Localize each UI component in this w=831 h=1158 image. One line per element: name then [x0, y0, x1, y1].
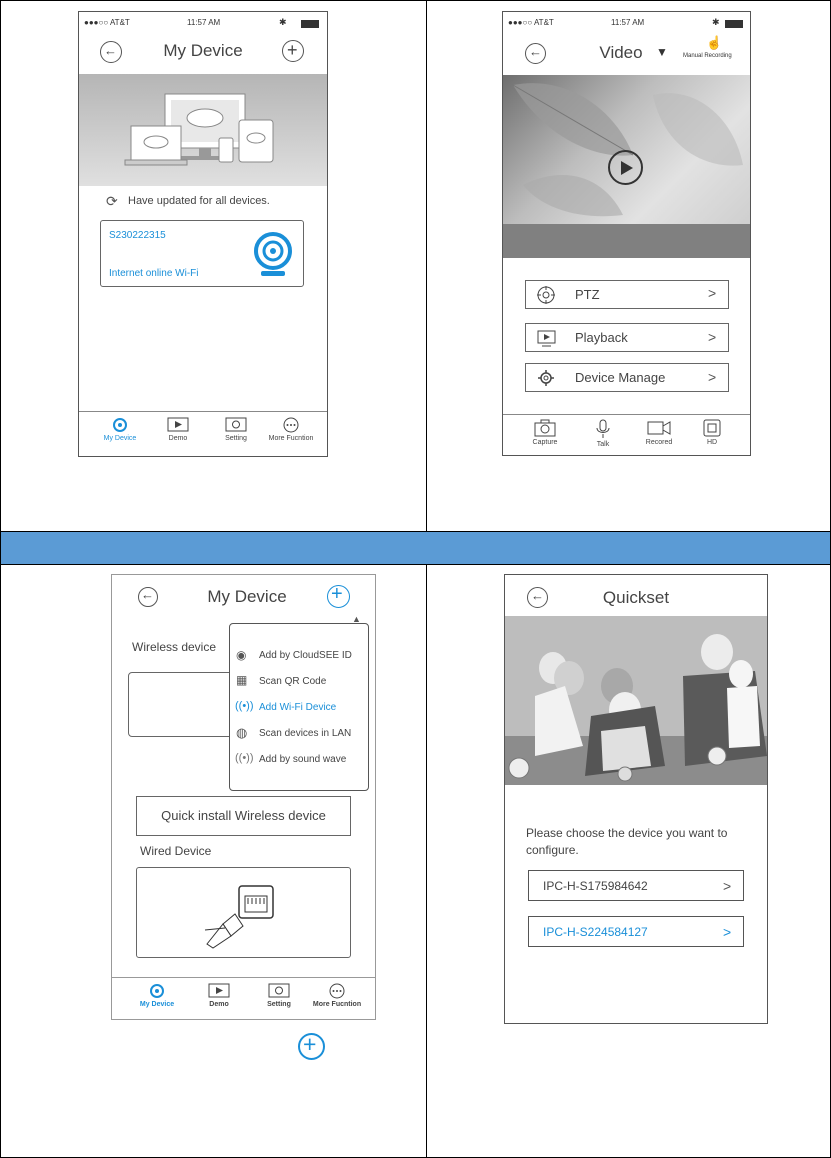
menu-item-sound-wave[interactable] — [230, 750, 367, 772]
tab-label: Recored — [645, 439, 673, 446]
more-tab-icon — [328, 983, 346, 999]
plus-icon: + — [303, 1031, 317, 1057]
status-time: 11:57 AM — [187, 18, 221, 27]
tab-label: More Fucntion — [268, 435, 314, 442]
gear-tab-icon — [268, 983, 290, 999]
device-option-2[interactable] — [528, 916, 744, 947]
plus-icon: + — [287, 40, 298, 60]
tab-bar — [112, 977, 375, 1019]
device-option-label: IPC-H-S175984642 — [543, 879, 648, 893]
tab-demo[interactable] — [151, 417, 205, 442]
bluetooth-icon: ✱ — [712, 17, 720, 27]
page-title: My Device — [163, 41, 243, 60]
quick-install-button[interactable] — [136, 796, 351, 836]
battery-icon — [725, 20, 743, 28]
tab-label: Capture — [532, 439, 558, 446]
manual-recording-button[interactable]: Manual Recording — [683, 53, 732, 59]
ptz-button[interactable] — [525, 280, 729, 309]
gear-icon — [537, 369, 555, 387]
add-button[interactable] — [282, 40, 304, 62]
bluetooth-icon: ✱ — [279, 17, 287, 27]
back-arrow-icon: ← — [531, 588, 544, 603]
tab-bar — [79, 411, 327, 456]
ethernet-plug-icon — [203, 884, 283, 950]
chevron-right-icon: > — [723, 924, 732, 940]
video-toolbar — [503, 414, 750, 455]
add-device-dropdown — [229, 614, 369, 791]
play-button[interactable] — [608, 150, 643, 185]
device-id: S230222315 — [109, 230, 166, 241]
page-title: Quickset — [602, 588, 670, 607]
back-button[interactable] — [525, 43, 546, 64]
device-option-label: IPC-H-S224584127 — [543, 925, 648, 939]
back-arrow-icon: ← — [529, 44, 542, 59]
chevron-right-icon: > — [708, 285, 717, 301]
playback-icon — [537, 330, 557, 348]
add-button-reference-icon — [298, 1033, 325, 1060]
phone-quickset — [504, 574, 768, 1024]
device-card[interactable] — [100, 220, 304, 287]
back-button[interactable] — [527, 587, 548, 608]
family-photo — [505, 616, 767, 785]
quick-install-label: Quick install Wireless device — [161, 808, 326, 823]
tab-my-device[interactable] — [93, 417, 147, 442]
back-button[interactable] — [138, 587, 158, 607]
phone-video — [502, 11, 751, 456]
tab-label: Setting — [225, 435, 247, 442]
camera-icon — [251, 231, 295, 279]
add-button[interactable] — [327, 585, 350, 608]
talk-button[interactable] — [583, 419, 623, 448]
sound-wave-icon: ((•)) — [235, 752, 254, 764]
menu-item-label: Add by sound wave — [259, 754, 347, 765]
qr-code-icon: ▦ — [236, 673, 248, 687]
playback-label: Playback — [575, 330, 628, 345]
status-carrier: ●●●○○ AT&T — [508, 18, 554, 27]
play-icon — [620, 160, 634, 176]
menu-item-label: Add by CloudSEE ID — [259, 650, 352, 661]
page-title: Video — [599, 43, 643, 62]
ptz-icon — [536, 285, 556, 305]
tab-label: My Device — [103, 435, 137, 442]
menu-item-label: Scan QR Code — [259, 676, 327, 687]
device-manage-label: Device Manage — [575, 370, 666, 385]
tab-more-function[interactable] — [304, 983, 370, 1008]
tab-more-function[interactable] — [259, 417, 323, 442]
table-border-left — [0, 0, 1, 1158]
video-preview[interactable] — [503, 75, 750, 224]
tab-label: My Device — [139, 1001, 175, 1008]
tab-my-device[interactable] — [130, 983, 184, 1008]
tab-label: HD — [706, 439, 718, 446]
ptz-label: PTZ — [575, 287, 600, 302]
table-divider-bottom — [426, 565, 427, 1158]
menu-item-label: Scan devices in LAN — [259, 728, 352, 739]
hd-icon — [703, 419, 721, 437]
phone-add-device — [111, 574, 376, 1020]
table-divider-top — [426, 0, 427, 531]
table-border-top — [0, 0, 831, 1]
family-photo-image — [505, 616, 767, 785]
phone-my-device — [78, 11, 328, 457]
video-info-bar — [503, 224, 750, 258]
more-tab-icon — [282, 417, 300, 433]
device-option-1[interactable] — [528, 870, 744, 901]
radar-icon: ◍ — [236, 725, 248, 740]
camera-tab-icon — [112, 417, 128, 433]
camera-icon — [534, 419, 556, 437]
refresh-icon: ⟳ — [106, 193, 118, 209]
chevron-right-icon: > — [723, 878, 732, 894]
record-button[interactable] — [637, 419, 681, 446]
device-status: Internet online Wi-Fi — [109, 268, 199, 279]
page-title: My Device — [207, 587, 287, 606]
battery-icon — [301, 20, 319, 28]
wireless-device-box[interactable] — [128, 672, 238, 737]
menu-item-label: Add Wi-Fi Device — [259, 702, 337, 713]
gear-tab-icon — [225, 417, 247, 433]
back-button[interactable] — [100, 41, 122, 63]
wireless-section-label: Wireless device — [132, 640, 217, 654]
chevron-right-icon: > — [708, 369, 717, 385]
tab-label: Demo — [168, 435, 188, 442]
menu-item-scan-qr[interactable] — [230, 672, 367, 694]
tab-setting[interactable] — [209, 417, 263, 442]
tab-demo[interactable] — [192, 983, 246, 1008]
plus-icon: + — [331, 583, 343, 605]
device-manage-button[interactable] — [525, 363, 729, 392]
menu-item-scan-lan[interactable] — [230, 724, 367, 746]
dropdown-icon[interactable]: ▼ — [656, 45, 668, 59]
video-camera-icon — [647, 419, 671, 437]
back-arrow-icon: ← — [104, 43, 117, 58]
camera-tab-icon — [149, 983, 165, 999]
microphone-icon — [595, 419, 611, 439]
choose-device-prompt: Please choose the device you want to configure. — [526, 826, 728, 857]
wired-device-box[interactable] — [136, 867, 351, 958]
wifi-signal-icon: ((•)) — [235, 700, 254, 712]
tab-setting[interactable] — [252, 983, 306, 1008]
play-tab-icon — [167, 417, 189, 433]
hd-button[interactable] — [695, 419, 729, 446]
menu-item-cloudsee-id[interactable] — [230, 646, 367, 668]
back-arrow-icon: ← — [141, 587, 154, 602]
capture-button[interactable] — [523, 419, 567, 446]
tab-label: More Fucntion — [312, 1001, 362, 1008]
cloud-camera-icon: ◉ — [236, 648, 247, 662]
devices-illustration — [79, 74, 327, 186]
status-carrier: ●●●○○ AT&T — [84, 18, 130, 27]
section-divider-bar — [1, 531, 830, 565]
tab-label: Setting — [267, 1001, 291, 1008]
tab-label: Talk — [596, 441, 610, 448]
play-tab-icon — [208, 983, 230, 999]
chevron-right-icon: > — [708, 329, 717, 345]
tab-label: Demo — [209, 1001, 229, 1008]
playback-button[interactable] — [525, 323, 729, 352]
hand-pointer-icon: ☝ — [706, 35, 723, 50]
dropdown-caret-icon: ▲ — [352, 614, 361, 624]
status-time: 11:57 AM — [611, 18, 645, 27]
menu-item-add-wifi[interactable] — [230, 698, 367, 720]
devices-banner — [79, 74, 327, 186]
wired-section-label: Wired Device — [140, 844, 212, 858]
update-status-text: Have updated for all devices. — [128, 195, 270, 207]
